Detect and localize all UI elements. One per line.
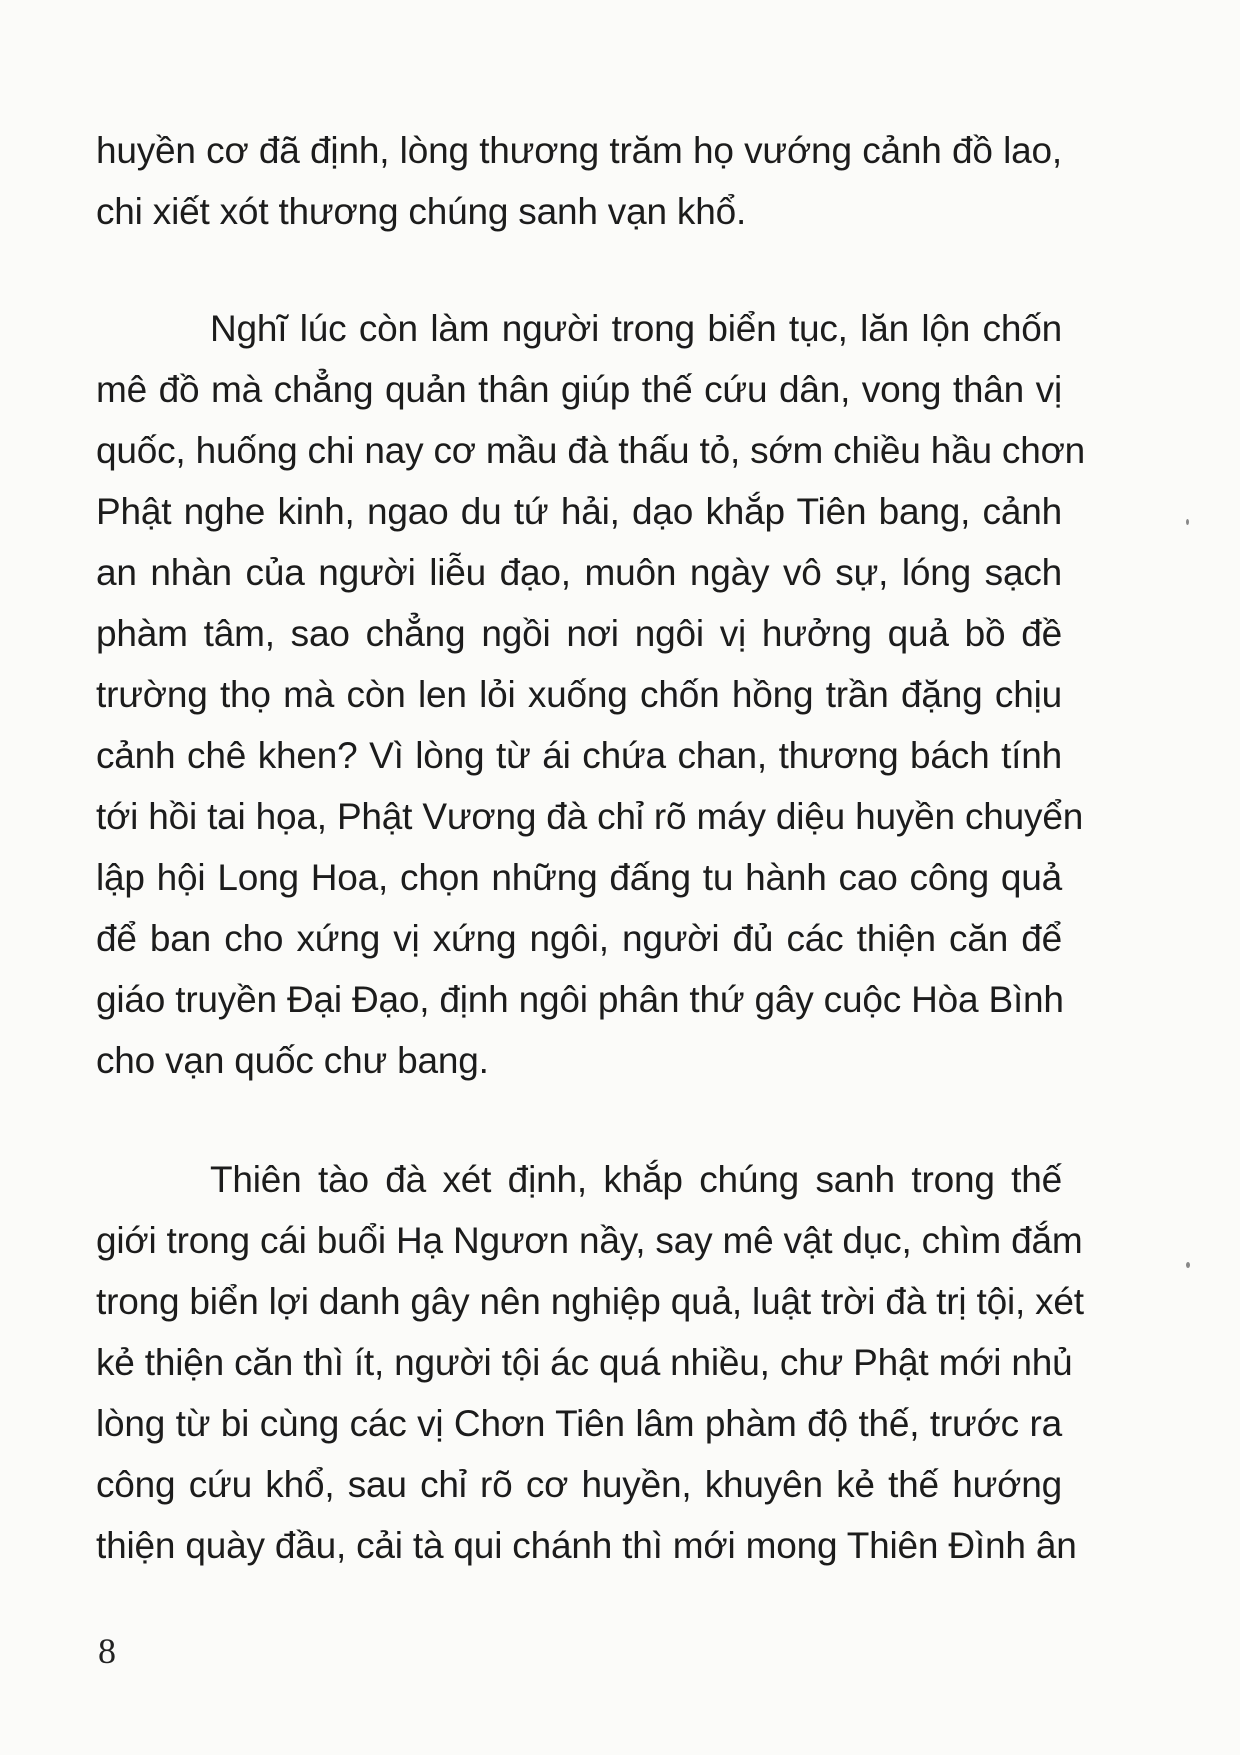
text-line: để ban cho xứng vị xứng ngôi, người đủ các thiện căn để [96, 918, 1062, 959]
text-line: lòng từ bi cùng các vị Chơn Tiên lâm phàm độ thế, trước ra [96, 1403, 1062, 1444]
text-line: Phật nghe kinh, ngao du tứ hải, dạo khắp Tiên bang, cảnh [96, 491, 1062, 532]
text-line: Thiên tào đà xét định, khắp chúng sanh trong thế [210, 1159, 1062, 1200]
text-line: giới trong cái buổi Hạ Ngươn nầy, say mê vật dục, chìm đắm [96, 1220, 1083, 1261]
text-line: an nhàn của người liễu đạo, muôn ngày vô sự, lóng sạch [96, 552, 1062, 593]
text-line: cảnh chê khen? Vì lòng từ ái chứa chan, thương bách tính [96, 735, 1062, 776]
text-line: phàm tâm, sao chẳng ngồi nơi ngôi vị hưởng quả bồ đề [96, 613, 1062, 654]
paragraph-3 [96, 1149, 1084, 1576]
text-line: cho vạn quốc chư bang. [96, 1040, 489, 1081]
text-line: tới hồi tai họa, Phật Vương đà chỉ rõ máy diệu huyền chuyển [96, 796, 1084, 837]
scan-speck [1186, 519, 1189, 525]
text-line: giáo truyền Đại Đạo, định ngôi phân thứ gây cuộc Hòa Bình [96, 979, 1064, 1020]
text-line: quốc, huống chi nay cơ mầu đà thấu tỏ, sớm chiều hầu chơn [96, 430, 1086, 471]
text-line: kẻ thiện căn thì ít, người tội ác quá nhiều, chư Phật mới nhủ [96, 1342, 1073, 1383]
scan-speck [1186, 1262, 1190, 1268]
paragraph-1 [96, 120, 1062, 242]
text-line: trong biển lợi danh gây nên nghiệp quả, luật trời đà trị tội, xét [96, 1281, 1084, 1322]
text-line: Nghĩ lúc còn làm người trong biển tục, lăn lộn chốn [210, 308, 1062, 349]
text-line: mê đồ mà chẳng quản thân giúp thế cứu dân, vong thân vị [96, 369, 1062, 410]
text-line: huyền cơ đã định, lòng thương trăm họ vướng cảnh đồ lao, [96, 130, 1062, 171]
text-line: chi xiết xót thương chúng sanh vạn khổ. [96, 191, 747, 232]
text-line: lập hội Long Hoa, chọn những đấng tu hành cao công quả [96, 857, 1062, 898]
paragraph-2 [96, 298, 1086, 1091]
page-number: 8 [98, 1631, 116, 1671]
text-line: công cứu khổ, sau chỉ rõ cơ huyền, khuyên kẻ thế hướng [96, 1464, 1062, 1505]
text-line: thiện quày đầu, cải tà qui chánh thì mới mong Thiên Đình ân [96, 1525, 1077, 1566]
text-line: trường thọ mà còn len lỏi xuống chốn hồng trần đặng chịu [96, 674, 1062, 715]
